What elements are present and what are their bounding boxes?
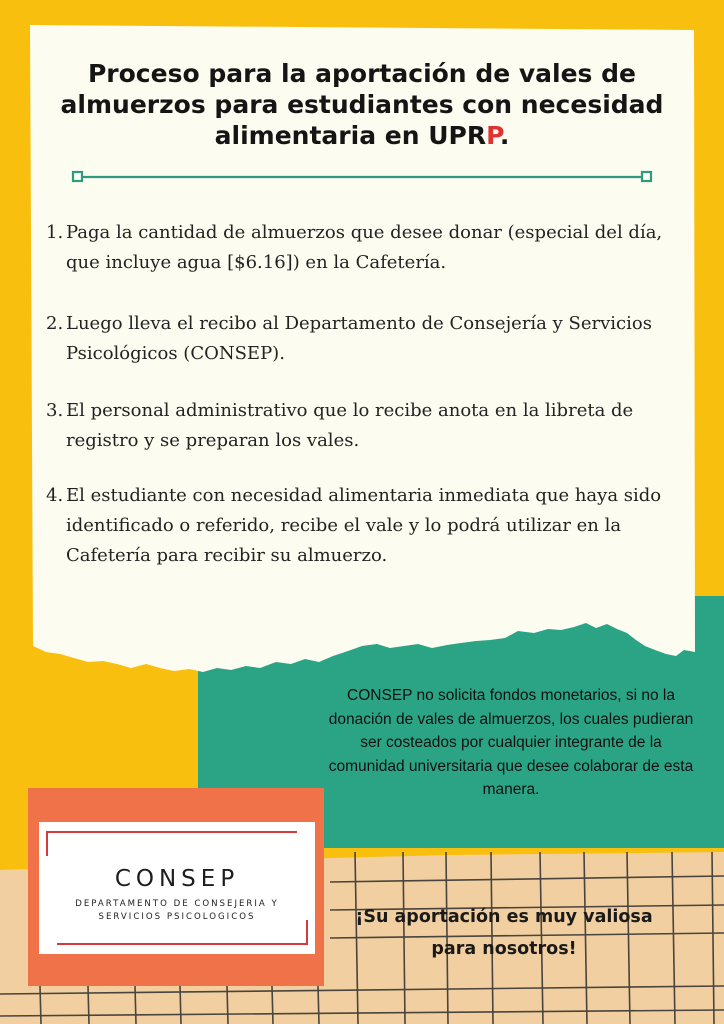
step-text: El personal administrativo que lo recibe anota en la libreta de registro y se preparan los vales. xyxy=(66,400,634,451)
consep-note: CONSEP no solicita fondos monetarios, si no la donación de vales de almuerzos, los cuales pudieran ser costeados por cualquier integrante de la comunidad universitaria que desee colaborar de esta manera. xyxy=(328,687,694,798)
title-end: . xyxy=(499,121,510,150)
step-number: 1. xyxy=(46,222,64,243)
step-number: 3. xyxy=(46,400,64,421)
step-number: 2. xyxy=(46,313,64,334)
slogan: ¡Su aportación es muy valiosa para nosotros! xyxy=(355,907,653,959)
title-main: Proceso para la aportación de vales de almuerzos para estudiantes con necesidad alimentaria en UPR xyxy=(60,59,664,150)
step-1 xyxy=(46,218,686,278)
logo-subtitle-line1: DEPARTAMENTO DE CONSEJERIA Y xyxy=(75,899,279,909)
step-4 xyxy=(46,481,686,571)
step-2 xyxy=(46,309,686,369)
logo-name: CONSEP xyxy=(114,866,240,892)
consep-logo xyxy=(39,822,315,954)
step-3 xyxy=(46,396,686,456)
poster-title xyxy=(60,58,664,151)
logo-subtitle xyxy=(39,898,315,924)
step-text: Luego lleva el recibo al Departamento de Consejería y Servicios Psicológicos (CONSEP). xyxy=(66,313,652,364)
step-text: Paga la cantidad de almuerzos que desee donar (especial del día, que incluye agua [$6.16]) en la Cafetería. xyxy=(66,222,663,273)
step-number: 4. xyxy=(46,485,64,506)
step-text: El estudiante con necesidad alimentaria inmediata que haya sido identificado o referido, recibe el vale y lo podrá utilizar en la Cafetería para recibir su almuerzo. xyxy=(66,485,662,566)
logo-subtitle-line2: SERVICIOS PSICOLOGICOS xyxy=(98,912,256,922)
title-accent-letter: P xyxy=(486,121,500,150)
